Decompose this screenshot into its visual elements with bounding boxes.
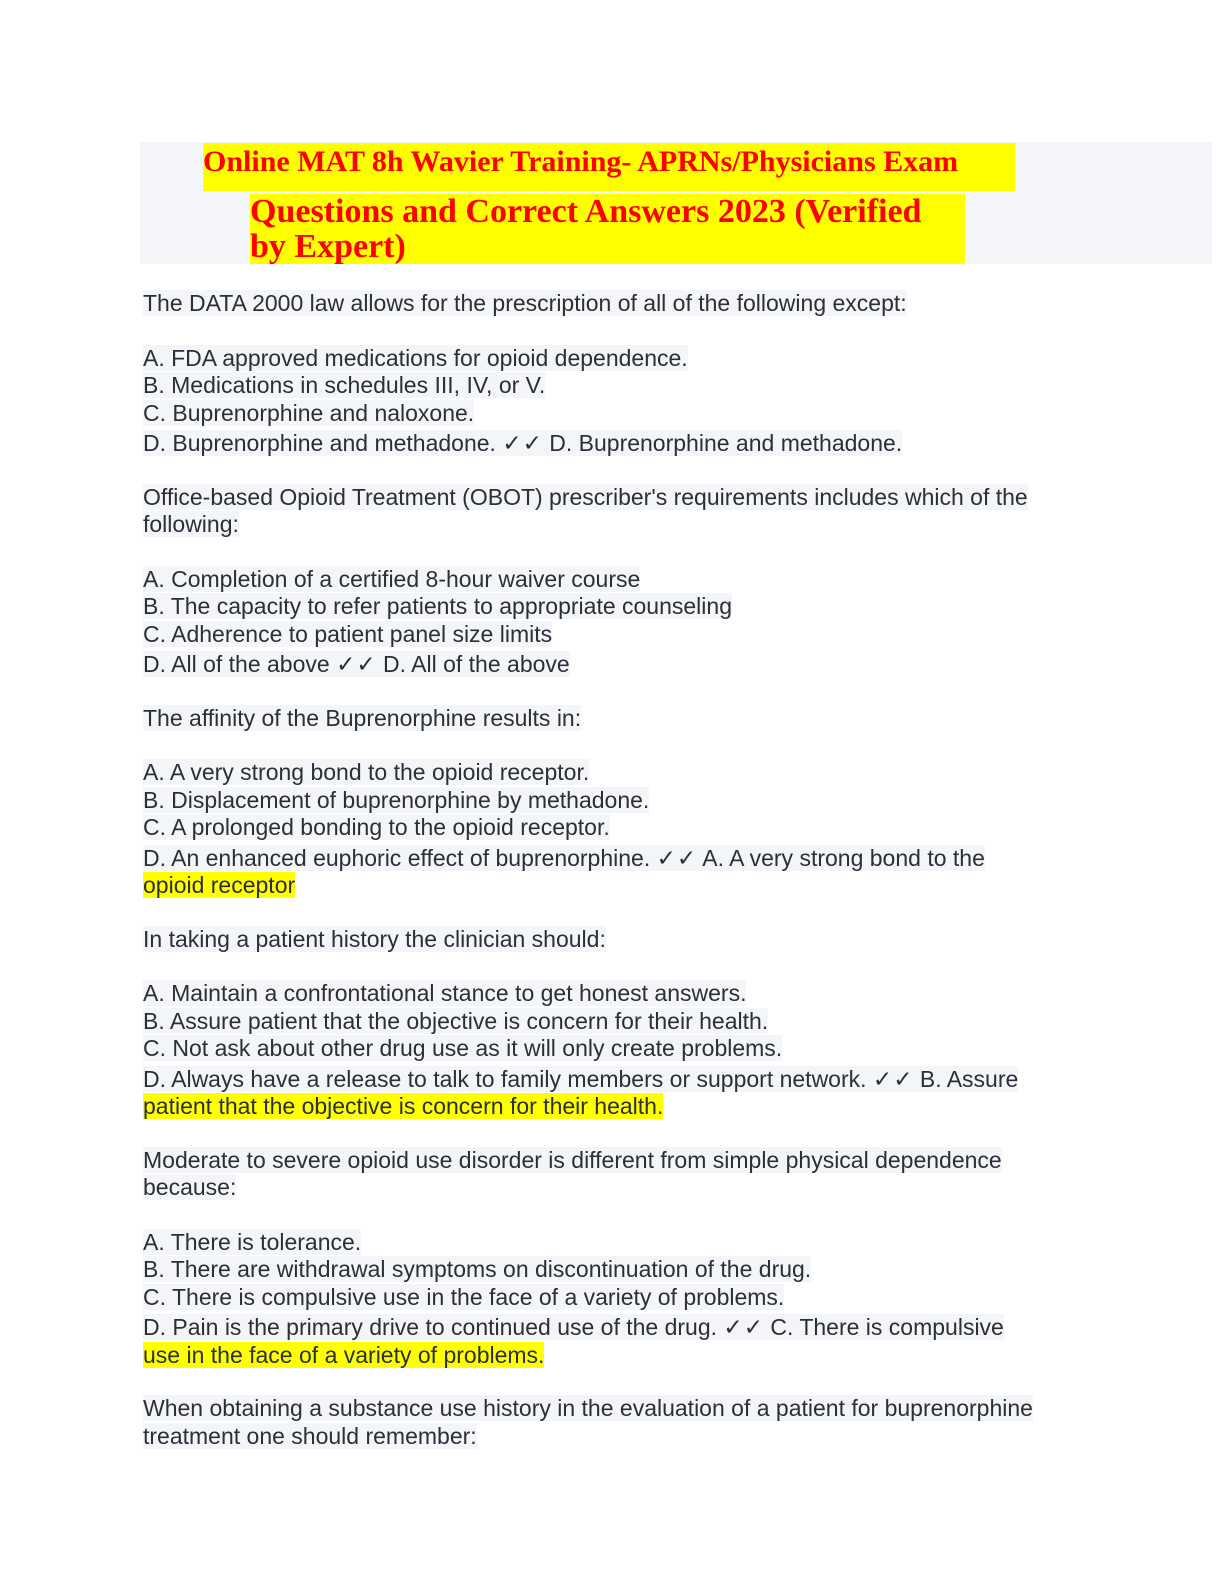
correct-answer-check-icon: ✓✓ [336,651,377,677]
answer-option-last-group [143,845,985,871]
answer-option-text: B. Assure patient that the objective is concern for their health. [143,1007,769,1034]
answer-option-text: D. Always have a release to talk to family members or support network. [143,1065,867,1092]
question-stem-line [143,484,1143,512]
answer-option-text: B. Medications in schedules III, IV, or V. [143,372,546,398]
correct-answer-wrap [143,1093,1143,1121]
correct-answer-text: C. There is compulsive [770,1314,1004,1340]
question-block [143,1147,1143,1370]
question-stem-line [143,1147,1143,1175]
answer-option-text: D. Buprenorphine and methadone. [143,430,496,456]
answer-option-text: D. An enhanced euphoric effect of buprenorphine. [143,844,651,871]
question-stem-text: treatment one should remember: [143,1422,477,1449]
answer-option [143,400,1143,428]
correct-answer-text: D. Buprenorphine and methadone. [549,430,903,456]
question-stem-text: Office-based Opioid Treatment (OBOT) prescriber's requirements includes which of the [143,483,1028,510]
question-block [143,705,1143,900]
correct-answer-highlight: use in the face of a variety of problems. [143,1341,545,1368]
page-title-line2a: Questions and Correct Answers 2023 (Verified [250,193,922,230]
answer-option-text: A. There is tolerance. [143,1228,362,1255]
answer-option-text: A. FDA approved medications for opioid dependence. [143,344,688,371]
question-block [143,290,1143,458]
answer-option [143,1229,1143,1257]
answer-option-text: B. The capacity to refer patients to appropriate counseling [143,593,732,619]
question-block [143,484,1143,679]
answer-option-last [143,845,1143,873]
correct-answer-wrap [143,872,1143,900]
page-title-line2b: by Expert) [250,228,406,265]
answer-option [143,593,1143,621]
answer-option-last [143,430,1143,458]
answer-option [143,759,1143,787]
correct-answer-text: D. All of the above [383,651,570,677]
answer-option-last [143,1066,1143,1094]
answer-option [143,621,1143,649]
answer-option-text: A. A very strong bond to the opioid receptor. [143,759,590,785]
correct-answer-highlight: patient that the objective is concern for their health. [143,1093,664,1119]
correct-answer-check-icon: ✓✓ [656,844,698,871]
answer-option [143,345,1143,373]
answer-option [143,814,1143,842]
answer-option [143,980,1143,1008]
answer-option-text: D. Pain is the primary drive to continued use of the drug. [143,1314,718,1340]
question-stem-text: The affinity of the Buprenorphine results in: [143,704,582,731]
correct-answer-highlight: opioid receptor [143,872,296,898]
question-stem [143,926,1143,954]
answer-option-text: C. There is compulsive use in the face of a variety of problems. [143,1283,785,1310]
answer-option-text: C. Not ask about other drug use as it will only create problems. [143,1035,783,1061]
question-stem [143,705,1143,733]
answer-option [143,372,1143,400]
correct-answer-check-icon: ✓✓ [502,430,543,456]
answer-option-text: A. Maintain a confrontational stance to get honest answers. [143,980,747,1006]
question-stem-line [143,290,1143,318]
answer-option [143,787,1143,815]
answer-option-last-group [143,1314,1004,1340]
answer-option-text: D. All of the above [143,651,330,677]
answer-option-text: A. Completion of a certified 8-hour waiver course [143,565,641,592]
question-stem-line [143,705,1143,733]
question-stem-text: When obtaining a substance use history in the evaluation of a patient for buprenorphine [143,1395,1033,1421]
answer-option-text: C. A prolonged bonding to the opioid receptor. [143,814,610,840]
answer-option-text: C. Buprenorphine and naloxone. [143,399,475,426]
question-stem-text: In taking a patient history the clinician should: [143,925,606,952]
question-stem-line [143,926,1143,954]
correct-answer-wrap [143,1342,1143,1370]
question-stem-line [143,1174,1143,1202]
question-stem-text: because: [143,1174,237,1200]
correct-answer-text: B. Assure [919,1065,1019,1092]
question-stem-line [143,511,1143,539]
correct-answer-text: A. A very strong bond to the [702,844,985,871]
answer-option [143,1035,1143,1063]
correct-answer-check-icon: ✓✓ [872,1065,914,1092]
question-stem-line [143,1395,1143,1423]
question-stem-text: following: [143,511,239,537]
question-stem [143,484,1143,539]
answer-option-text: C. Adherence to patient panel size limits [143,620,553,647]
question-stem-text: Moderate to severe opioid use disorder is different from simple physical dependence [143,1146,1002,1173]
question-stem-line [143,1423,1143,1451]
answer-option [143,1284,1143,1312]
answer-option-text: B. Displacement of buprenorphine by methadone. [143,786,650,813]
answer-option-last [143,1314,1143,1342]
answer-option [143,566,1143,594]
answer-option-last-group [143,651,570,677]
answer-option [143,1008,1143,1036]
question-stem [143,1147,1143,1202]
answer-option-last-group [143,430,902,456]
page-title-line1: Online MAT 8h Wavier Training- APRNs/Physicians Exam [203,143,1015,191]
question-list [143,290,1143,1476]
correct-answer-check-icon: ✓✓ [723,1314,764,1340]
answer-option [143,1256,1143,1284]
answer-option-text: B. There are withdrawal symptoms on discontinuation of the drug. [143,1256,812,1282]
question-block [143,1395,1143,1450]
question-stem [143,290,1143,318]
page-title-line2 [250,194,965,264]
answer-option-last [143,651,1143,679]
answer-option-last-group [143,1066,1018,1092]
question-block [143,926,1143,1121]
question-stem-text: The DATA 2000 law allows for the prescription of all of the following except: [143,290,907,316]
